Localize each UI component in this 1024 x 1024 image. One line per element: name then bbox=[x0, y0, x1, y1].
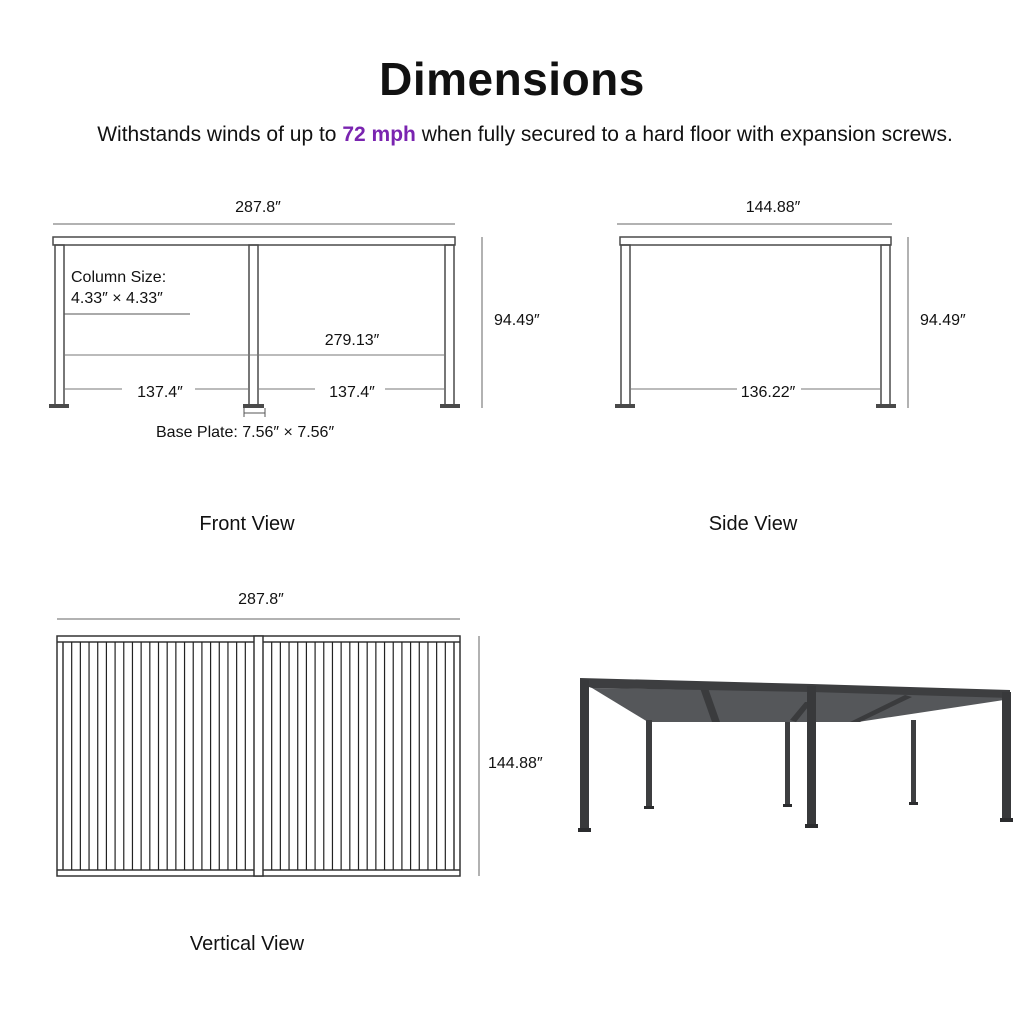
foot-back-left bbox=[644, 806, 654, 809]
foot-back-right bbox=[909, 802, 918, 805]
foot-left bbox=[578, 828, 591, 832]
front-view-label: Front View bbox=[199, 513, 295, 535]
front-column-left bbox=[580, 680, 589, 830]
column-size-value: 4.33″ × 4.33″ bbox=[71, 290, 163, 307]
foot-middle bbox=[805, 824, 818, 828]
column-size-label: Column Size: bbox=[71, 269, 167, 286]
foot-back-middle bbox=[783, 804, 792, 807]
vertical-view-drawing bbox=[57, 591, 543, 955]
vertical-depth-dim: 144.88″ bbox=[488, 755, 543, 772]
side-frame bbox=[620, 237, 891, 405]
back-column-middle bbox=[785, 722, 790, 806]
front-height-dim: 94.49″ bbox=[494, 312, 540, 329]
wind-text-prefix: Withstands winds of up to bbox=[97, 123, 343, 146]
front-width-dim: 287.8″ bbox=[235, 199, 281, 216]
front-frame bbox=[53, 237, 455, 405]
side-base-plates bbox=[615, 404, 896, 408]
base-plate-dim: Base Plate: 7.56″ × 7.56″ bbox=[156, 424, 335, 441]
front-inner-span: 279.13″ bbox=[324, 332, 380, 349]
vertical-width-dim: 287.8″ bbox=[238, 591, 284, 608]
side-width-dim: 144.88″ bbox=[745, 199, 801, 216]
vertical-view-label: Vertical View bbox=[189, 933, 305, 955]
front-column-middle bbox=[807, 686, 816, 826]
back-column-left bbox=[646, 720, 652, 808]
side-view-label: Side View bbox=[708, 513, 798, 535]
wind-speed-highlight: 72 mph bbox=[342, 123, 416, 146]
back-column-right bbox=[911, 720, 916, 804]
side-view-drawing bbox=[615, 199, 966, 535]
side-inner-span: 136.22″ bbox=[740, 384, 796, 401]
wind-text-suffix: when fully secured to a hard floor with expansion screws. bbox=[415, 123, 953, 146]
front-base-plates bbox=[49, 404, 460, 408]
side-height-dim: 94.49″ bbox=[920, 312, 966, 329]
foot-right bbox=[1000, 818, 1013, 822]
front-column-right bbox=[1002, 692, 1011, 820]
front-left-bay: 137.4″ bbox=[137, 384, 183, 401]
front-view-drawing bbox=[49, 199, 540, 535]
pergola-product-image bbox=[578, 678, 1013, 832]
page-title: Dimensions bbox=[379, 53, 645, 105]
roof-outline bbox=[57, 636, 460, 876]
front-right-bay: 137.4″ bbox=[329, 384, 375, 401]
